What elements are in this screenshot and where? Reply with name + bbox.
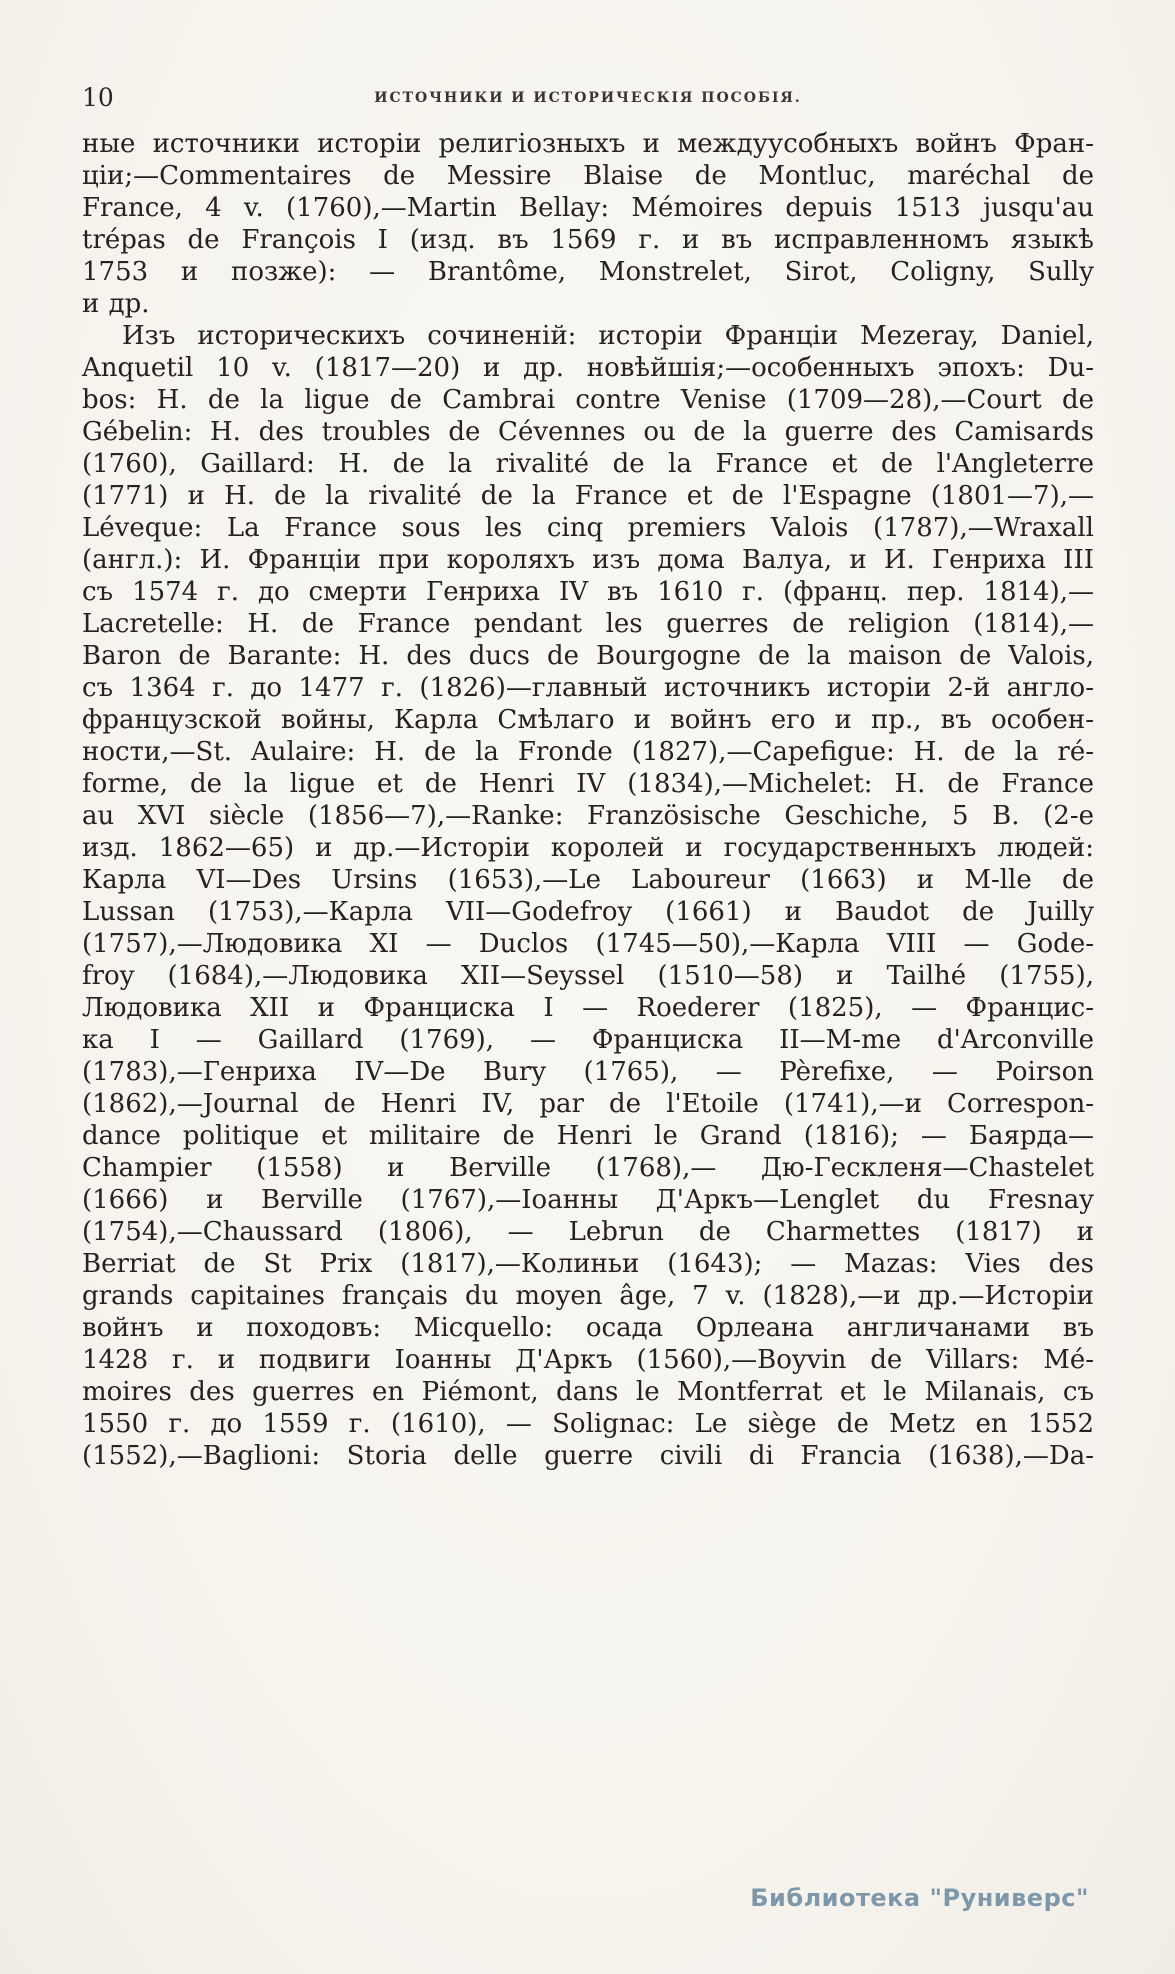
text-line: (1783),—Генриха IV—De Bury (1765), — Pèrefixe, — Poirson [82, 1057, 1094, 1087]
text-line: France, 4 v. (1760),—Martin Bellay: Mémoires depuis 1513 jusqu'au [82, 193, 1094, 223]
text-line: (1771) и H. de la rivalité de la France et de l'Espagne (1801—7),— [82, 481, 1094, 511]
text-line: ціи;—Commentaires de Messire Blaise de Montluc, maréchal de [82, 161, 1094, 191]
paragraph [82, 320, 1094, 1472]
text-line: изд. 1862—65) и др.—Исторіи королей и государственныхъ людей: [82, 833, 1094, 863]
text-line: Карла VI—Des Ursins (1653),—Le Laboureur (1663) и M-lle de [82, 865, 1094, 895]
text-line: trépas de François I (изд. въ 1569 г. и въ исправленномъ языкѣ [82, 225, 1094, 255]
text-line: ные источники исторіи религіозныхъ и междуусобныхъ войнъ Фран- [82, 129, 1094, 159]
text-line: bos: H. de la ligue de Cambrai contre Venise (1709—28),—Court de [82, 385, 1094, 415]
text-line: съ 1574 г. до смерти Генриха IV въ 1610 г. (франц. пер. 1814),— [82, 577, 1094, 607]
text-line: (1757),—Людовика XI — Duclos (1745—50),—Карла VIII — Gode- [82, 929, 1094, 959]
text-line: moires des guerres en Piémont, dans le Montferrat et le Milanais, съ [82, 1377, 1094, 1407]
text-line: 1428 г. и подвиги Іоанны Д'Аркъ (1560),—Boyvin de Villars: Mé- [82, 1345, 1094, 1375]
text-line: au XVI siècle (1856—7),—Ranke: Französische Geschiche, 5 B. (2-е [82, 801, 1094, 831]
text-line: (1754),—Chaussard (1806), — Lebrun de Charmettes (1817) и [82, 1217, 1094, 1247]
running-head: ИСТОЧНИКИ И ИСТОРИЧЕСКІЯ ПОСОБІЯ. [374, 90, 802, 106]
text-line: Berriat de St Prix (1817),—Колиньи (1643); — Mazas: Vies des [82, 1249, 1094, 1279]
page-body [82, 128, 1094, 1472]
text-line: (1666) и Berville (1767),—Іоанны Д'Аркъ—Lenglet du Fresnay [82, 1185, 1094, 1215]
library-watermark: Библиотека "Руниверс" [750, 1884, 1089, 1912]
text-line: Gébelin: H. des troubles de Cévennes ou de la guerre des Camisards [82, 417, 1094, 447]
text-line: (англ.): И. Франціи при короляхъ изъ дома Валуа, и И. Генриха III [82, 545, 1094, 575]
text-line: (1760), Gaillard: H. de la rivalité de la France et de l'Angleterre [82, 449, 1094, 479]
text-line: Champier (1558) и Berville (1768),— Дю-Гескленя—Chastelet [82, 1153, 1094, 1183]
text-line: ка I — Gaillard (1769), — Франциска II—M-me d'Arconville [82, 1025, 1094, 1055]
paragraph [82, 128, 1094, 320]
text-line: Léveque: La France sous les cinq premiers Valois (1787),—Wraxall [82, 513, 1094, 543]
text-line: войнъ и походовъ: Micquello: осада Орлеана англичанами въ [82, 1313, 1094, 1343]
text-line: Lussan (1753),—Карла VII—Godefroy (1661) и Baudot de Juilly [82, 897, 1094, 927]
text-line: французской войны, Карла Смѣлаго и войнъ его и пр., въ особен- [82, 705, 1094, 735]
text-line: 1550 г. до 1559 г. (1610), — Solignac: Le siège de Metz en 1552 [82, 1409, 1094, 1439]
text-line: dance politique et militaire de Henri le Grand (1816); — Баярда— [82, 1121, 1094, 1151]
text-line: ности,—St. Aulaire: H. de la Fronde (1827),—Capefigue: H. de la ré- [82, 737, 1094, 767]
text-line: Lacretelle: H. de France pendant les guerres de religion (1814),— [82, 609, 1094, 639]
text-line: grands capitaines français du moyen âge, 7 v. (1828),—и др.—Исторіи [82, 1281, 1094, 1311]
text-line: съ 1364 г. до 1477 г. (1826)—главный источникъ исторіи 2-й англо- [82, 673, 1094, 703]
text-line: froy (1684),—Людовика XII—Seyssel (1510—58) и Tailhé (1755), [82, 961, 1094, 991]
text-line: (1552),—Baglioni: Storia delle guerre civili di Francia (1638),—Da- [82, 1441, 1094, 1471]
text-line: Людовика XII и Франциска I — Roederer (1825), — Францис- [82, 993, 1094, 1023]
text-line: 1753 и позже): — Brantôme, Monstrelet, Sirot, Coligny, Sully [82, 257, 1094, 287]
text-line: Изъ историческихъ сочиненій: исторіи Франціи Mezeray, Daniel, [122, 321, 1094, 351]
text-line: и др. [82, 289, 150, 319]
text-line: Anquetil 10 v. (1817—20) и др. новѣйшія;—особенныхъ эпохъ: Du- [82, 353, 1094, 383]
page-header [82, 84, 1094, 114]
text-line: (1862),—Journal de Henri IV, par de l'Etoile (1741),—и Correspon- [82, 1089, 1094, 1119]
text-line: forme, de la ligue et de Henri IV (1834),—Michelet: H. de France [82, 769, 1094, 799]
page-number: 10 [82, 83, 114, 112]
text-line: Baron de Barante: H. des ducs de Bourgogne de la maison de Valois, [82, 641, 1094, 671]
